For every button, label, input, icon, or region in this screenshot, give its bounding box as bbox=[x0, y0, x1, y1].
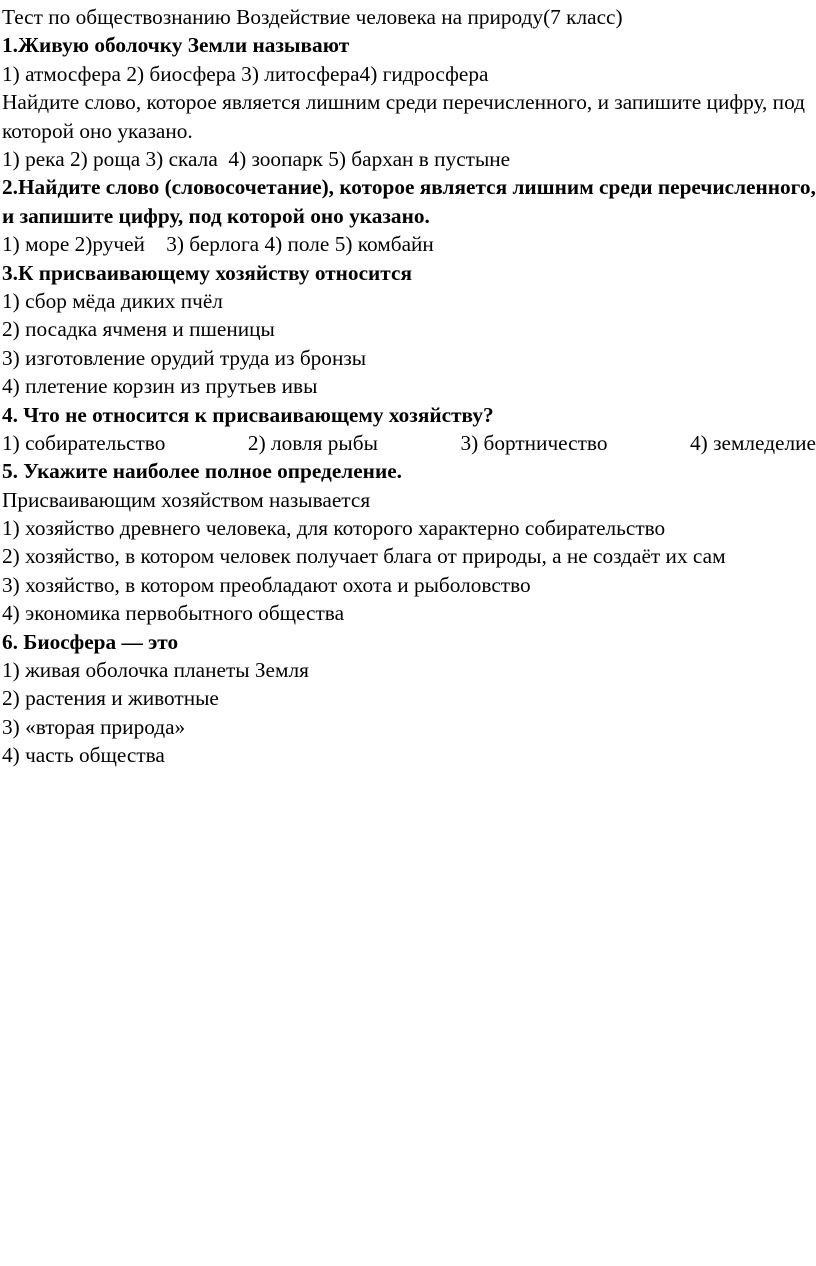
question-6-option: 2) растения и животные bbox=[2, 686, 219, 711]
question-2: 2.Найдите слово (словосочетание), которое является лишним среди перечисленного, и запишите цифру, под которой оно указано. bbox=[2, 175, 816, 228]
question-4-options bbox=[2, 429, 816, 457]
question-4-option: 3) бортничество bbox=[460, 430, 608, 455]
question-6-option: 4) часть общества bbox=[2, 743, 165, 768]
question-5-option: 2) хозяйство, в котором человек получает блага от природы, а не создаёт их сам bbox=[2, 544, 726, 569]
question-3: 3.К присваивающему хозяйству относится bbox=[2, 260, 412, 285]
question-3-option: 2) посадка ячменя и пшеницы bbox=[2, 317, 275, 342]
question-3-option: 1) сбор мёда диких пчёл bbox=[2, 288, 223, 313]
document-title: Тест по обществознанию Воздействие человека на природу(7 класс) bbox=[2, 5, 623, 29]
question-2-options: 1) море 2)ручей 3) берлога 4) поле 5) комбайн bbox=[2, 232, 434, 257]
question-5: 5. Укажите наиболее полное определение. bbox=[2, 459, 402, 484]
instruction-text: Найдите слово, которое является лишним среди перечисленного, и запишите цифру, под которой оно указано. bbox=[2, 90, 805, 143]
question-6-option: 3) «вторая природа» bbox=[2, 714, 186, 739]
question-5-intro: Присваивающим хозяйством называется bbox=[2, 487, 371, 512]
question-5-option: 3) хозяйство, в котором преобладают охота и рыболовство bbox=[2, 572, 531, 597]
question-6: 6. Биосфера — это bbox=[2, 629, 179, 654]
question-6-option: 1) живая оболочка планеты Земля bbox=[2, 658, 309, 683]
question-1: 1.Живую оболочку Земли называют bbox=[2, 33, 350, 58]
instruction-options: 1) река 2) роща 3) скала 4) зоопарк 5) бархан в пустыне bbox=[2, 146, 511, 171]
question-4-option: 1) собирательство bbox=[2, 430, 166, 455]
question-1-options: 1) атмосфера 2) биосфера 3) литосфера4) гидросфера bbox=[2, 61, 489, 86]
question-4: 4. Что не относится к присваивающему хозяйству? bbox=[2, 402, 494, 427]
question-4-option: 4) земледелие bbox=[690, 430, 816, 455]
question-3-option: 3) изготовление орудий труда из бронзы bbox=[2, 345, 367, 370]
question-5-option: 1) хозяйство древнего человека, для которого характерно собирательство bbox=[2, 516, 666, 541]
question-5-option: 4) экономика первобытного общества bbox=[2, 601, 345, 626]
question-4-option: 2) ловля рыбы bbox=[247, 430, 378, 455]
question-3-option: 4) плетение корзин из прутьев ивы bbox=[2, 374, 318, 399]
